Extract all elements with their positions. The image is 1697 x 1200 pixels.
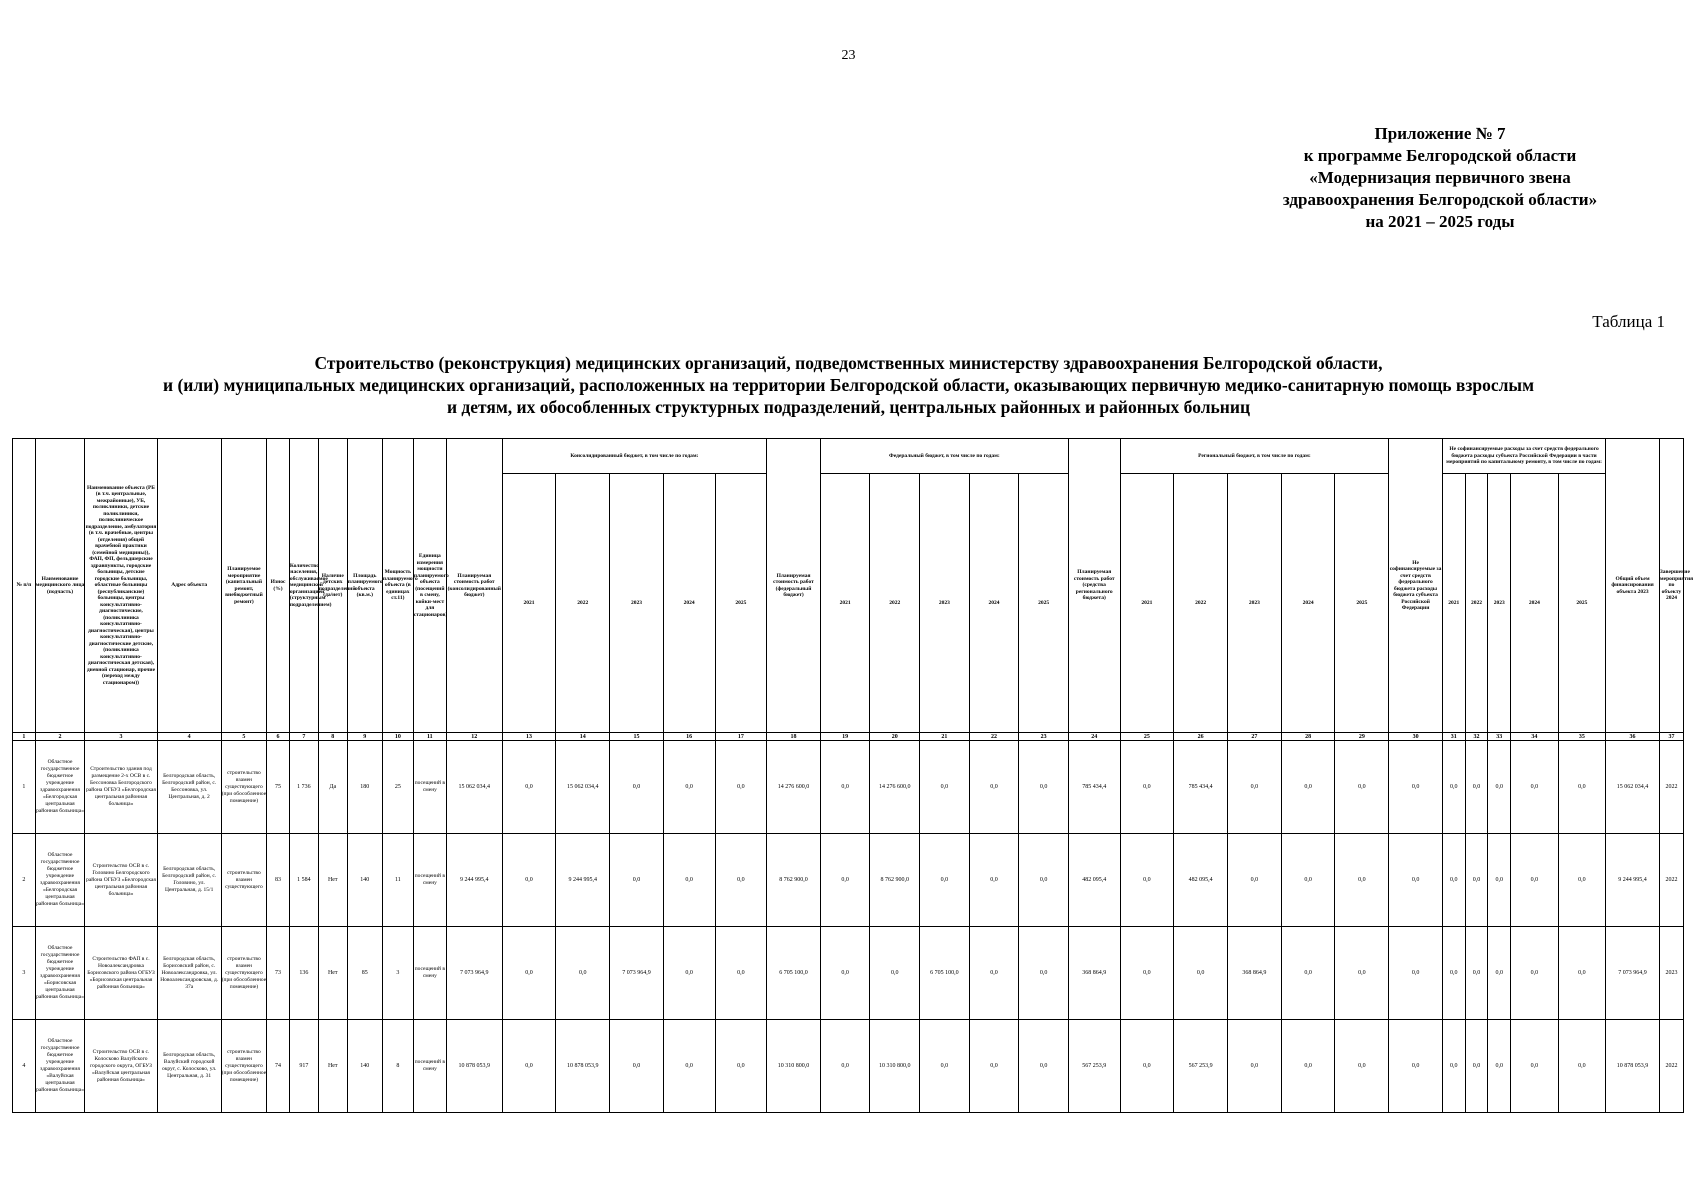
- year-header: 2024: [1511, 474, 1559, 733]
- cell-c23: 0,0: [1019, 927, 1069, 1020]
- column-number: 33: [1488, 733, 1511, 741]
- cell-org: Областное государственное бюджетное учреждение здравоохранения «Белгородская центральная районная больница»: [35, 741, 85, 834]
- cell-c12: 9 244 995,4: [446, 834, 502, 927]
- column-number: 15: [610, 733, 664, 741]
- column-number: 19: [820, 733, 870, 741]
- cell-c24: 368 864,9: [1068, 927, 1120, 1020]
- cell-c20: 0,0: [870, 927, 920, 1020]
- cell-c18: 14 276 600,0: [767, 741, 821, 834]
- header-c1: № п/п: [13, 439, 36, 733]
- cell-measure: строительство взамен существующего (при обособленное помещение): [221, 1020, 266, 1113]
- column-number: 17: [715, 733, 767, 741]
- year-header: 2021: [1442, 474, 1465, 733]
- year-header: 2022: [556, 474, 610, 733]
- header-c6: Износ (%): [267, 439, 290, 733]
- cell-c34: 0,0: [1511, 741, 1559, 834]
- header-c30: Не софинансируемые за счет средств федерального бюджета расходы бюджета субъекта Российской Федерации: [1389, 439, 1443, 733]
- data-table: [12, 438, 1694, 1113]
- cell-c31: 0,0: [1442, 927, 1465, 1020]
- cell-c37: 2022: [1659, 1020, 1683, 1113]
- cell-c18: 10 310 800,0: [767, 1020, 821, 1113]
- cell-c15: 0,0: [610, 1020, 664, 1113]
- cell-address: Белгородская область, Белгородский район, с. Бессоновка, ул. Центральная, д. 2: [157, 741, 221, 834]
- cell-c23: 0,0: [1019, 834, 1069, 927]
- column-number: 29: [1335, 733, 1389, 741]
- cell-num: 2: [13, 834, 36, 927]
- appendix-line: Приложение № 7: [1374, 124, 1506, 143]
- cell-num: 4: [13, 1020, 36, 1113]
- cell-c17: 0,0: [715, 1020, 767, 1113]
- column-number: 8: [318, 733, 347, 741]
- header-c2: Наименование медицинского лица (подчасть): [35, 439, 85, 733]
- cell-c28: 0,0: [1281, 741, 1335, 834]
- cell-c22: 0,0: [969, 1020, 1019, 1113]
- cell-c35: 0,0: [1558, 834, 1606, 927]
- cell-c25: 0,0: [1120, 1020, 1174, 1113]
- cell-c19: 0,0: [820, 1020, 870, 1113]
- column-number: 12: [446, 733, 502, 741]
- cell-kids: Нет: [318, 927, 347, 1020]
- column-number: 23: [1019, 733, 1069, 741]
- cell-wear: 83: [267, 834, 290, 927]
- cell-c21: 0,0: [920, 834, 970, 927]
- cell-c26: 0,0: [1174, 927, 1228, 1020]
- header-c9: Площадь планируемого объекта (кв.м.): [347, 439, 382, 733]
- cell-c22: 0,0: [969, 834, 1019, 927]
- cell-c29: 0,0: [1335, 741, 1389, 834]
- cell-c34: 0,0: [1511, 1020, 1559, 1113]
- cell-c28: 0,0: [1281, 834, 1335, 927]
- cell-address: Белгородская область, Белгородский район, с. Головино, ул. Центральная, д. 15/1: [157, 834, 221, 927]
- column-number: 25: [1120, 733, 1174, 741]
- cell-c19: 0,0: [820, 927, 870, 1020]
- document-title: [50, 352, 1647, 418]
- cell-object: Строительство ОСВ в с. Головино Белгородского района ОГБУЗ «Белгородская центральная районная больница»: [85, 834, 157, 927]
- column-number: 14: [556, 733, 610, 741]
- cell-wear: 73: [267, 927, 290, 1020]
- cell-address: Белгородская область, Борисовский район, с. Новоалександровка, ул. Новоалександровская, д. 37а: [157, 927, 221, 1020]
- cell-c19: 0,0: [820, 834, 870, 927]
- cell-c12: 15 062 034,4: [446, 741, 502, 834]
- cell-c17: 0,0: [715, 741, 767, 834]
- table-row: [13, 741, 1684, 834]
- year-header: 2021: [820, 474, 870, 733]
- column-number: 32: [1465, 733, 1488, 741]
- page-number: 23: [841, 48, 856, 63]
- header-group-regional: Региональный бюджет, в том числе по годам:: [1120, 439, 1389, 474]
- year-header: 2022: [870, 474, 920, 733]
- cell-c24: 482 095,4: [1068, 834, 1120, 927]
- header-group-consolidated: Консолидированный бюджет, в том числе по годам:: [502, 439, 766, 474]
- column-number: 28: [1281, 733, 1335, 741]
- cell-c28: 0,0: [1281, 1020, 1335, 1113]
- cell-c16: 0,0: [663, 927, 715, 1020]
- year-header: 2023: [1228, 474, 1282, 733]
- cell-object: Строительство здания под размещение 2-х ОСВ в с. Бессоновка Белгородского района ОГБУЗ «Белгородская центральная районная больница»: [85, 741, 157, 834]
- cell-area: 140: [347, 834, 382, 927]
- cell-c17: 0,0: [715, 834, 767, 927]
- appendix-heading: [1240, 123, 1640, 233]
- column-number: 1: [13, 733, 36, 741]
- cell-c13: 0,0: [502, 927, 556, 1020]
- cell-kids: Нет: [318, 834, 347, 927]
- year-header: 2022: [1174, 474, 1228, 733]
- cell-c13: 0,0: [502, 741, 556, 834]
- cell-c35: 0,0: [1558, 927, 1606, 1020]
- cell-c14: 10 878 053,9: [556, 1020, 610, 1113]
- cell-c33: 0,0: [1488, 741, 1511, 834]
- cell-measure: строительство взамен существующего: [221, 834, 266, 927]
- table-row: [13, 834, 1684, 927]
- cell-capacity: 8: [382, 1020, 413, 1113]
- column-number: 5: [221, 733, 266, 741]
- cell-c36: 10 878 053,9: [1606, 1020, 1660, 1113]
- cell-c17: 0,0: [715, 927, 767, 1020]
- table-label: Таблица 1: [1592, 312, 1665, 331]
- cell-c12: 7 073 964,9: [446, 927, 502, 1020]
- column-number: 31: [1442, 733, 1465, 741]
- column-number: 37: [1659, 733, 1683, 741]
- cell-kids: Нет: [318, 1020, 347, 1113]
- year-header: 2025: [715, 474, 767, 733]
- column-number: 10: [382, 733, 413, 741]
- cell-c36: 7 073 964,9: [1606, 927, 1660, 1020]
- cell-c37: 2023: [1659, 927, 1683, 1020]
- header-c12: Планируемая стоимость работ (консолидированный бюджет): [446, 439, 502, 733]
- cell-address: Белгородская область, Валуйский городской округ, с. Колосково, ул. Центральная, д. 31: [157, 1020, 221, 1113]
- cell-population: 136: [289, 927, 318, 1020]
- cell-unit: посещений в смену: [413, 927, 446, 1020]
- header-c24: Планируемая стоимость работ (средства регионального бюджета): [1068, 439, 1120, 733]
- header-c36: Общий объем финансирования объекта 2023: [1606, 439, 1660, 733]
- column-number: 16: [663, 733, 715, 741]
- cell-c33: 0,0: [1488, 927, 1511, 1020]
- cell-c29: 0,0: [1335, 1020, 1389, 1113]
- header-c4: Адрес объекта: [157, 439, 221, 733]
- appendix-line: к программе Белгородской области: [1303, 146, 1577, 165]
- column-number: 34: [1511, 733, 1559, 741]
- cell-c30: 0,0: [1389, 927, 1443, 1020]
- cell-c15: 7 073 964,9: [610, 927, 664, 1020]
- cell-c21: 0,0: [920, 741, 970, 834]
- header-c3: Наименование объекта (РБ (в т.ч. центральные, межрайонные), УБ, поликлиники, детские поликлиники, поликлиническое подразделение, амбулатория (в т.ч. врачебные, центры (отделения) общей врачебной практики (семейной медицины)), ФАП, ФП, фельдшерские здравпункты, городские больницы, детские городские больницы, областные больницы (республиканские) больницы, центры консультативно-диагностические, (поликлиника консультативно-диагностическая), центры консультативно-диагностические детские, (поликлиника консультативно-диагностическая детская), дневной стационар, прочие (переход между стационаром)): [85, 439, 157, 733]
- cell-c22: 0,0: [969, 741, 1019, 834]
- column-number: 2: [35, 733, 85, 741]
- header-c11: Единица измерения мощности планируемого объекта (посещений в смену, койки-мест для стационаров): [413, 439, 446, 733]
- cell-c32: 0,0: [1465, 741, 1488, 834]
- cell-population: 1 584: [289, 834, 318, 927]
- column-number: 18: [767, 733, 821, 741]
- title-line: и (или) муниципальных медицинских организаций, расположенных на территории Белгородской области, оказывающих первичную медико-санитарную помощь взрослым: [162, 375, 1534, 395]
- cell-c16: 0,0: [663, 834, 715, 927]
- column-number: 4: [157, 733, 221, 741]
- cell-c32: 0,0: [1465, 834, 1488, 927]
- cell-c35: 0,0: [1558, 741, 1606, 834]
- cell-c30: 0,0: [1389, 834, 1443, 927]
- construction-table: [12, 438, 1694, 1113]
- cell-c18: 8 762 900,0: [767, 834, 821, 927]
- cell-c25: 0,0: [1120, 741, 1174, 834]
- cell-c28: 0,0: [1281, 927, 1335, 1020]
- cell-measure: строительство взамен существующего (при обособленное помещение): [221, 927, 266, 1020]
- column-number: 20: [870, 733, 920, 741]
- header-c18: Планируемая стоимость работ (федеральный бюджет): [767, 439, 821, 733]
- cell-c34: 0,0: [1511, 927, 1559, 1020]
- cell-c31: 0,0: [1442, 1020, 1465, 1113]
- cell-wear: 74: [267, 1020, 290, 1113]
- column-number: 22: [969, 733, 1019, 741]
- year-header: 2021: [502, 474, 556, 733]
- column-number: 36: [1606, 733, 1660, 741]
- cell-unit: посещений в смену: [413, 741, 446, 834]
- cell-c21: 0,0: [920, 1020, 970, 1113]
- cell-org: Областное государственное бюджетное учреждение здравоохранения «Валуйская центральная районная больница»: [35, 1020, 85, 1113]
- year-header: 2025: [1558, 474, 1606, 733]
- column-number: 7: [289, 733, 318, 741]
- year-header: 2022: [1465, 474, 1488, 733]
- cell-c32: 0,0: [1465, 927, 1488, 1020]
- cell-c29: 0,0: [1335, 834, 1389, 927]
- cell-c25: 0,0: [1120, 927, 1174, 1020]
- cell-num: 3: [13, 927, 36, 1020]
- column-number-row: [13, 733, 1684, 741]
- cell-kids: Да: [318, 741, 347, 834]
- appendix-line: на 2021 – 2025 годы: [1365, 212, 1515, 231]
- column-number: 11: [413, 733, 446, 741]
- cell-c33: 0,0: [1488, 834, 1511, 927]
- year-header: 2023: [1488, 474, 1511, 733]
- cell-c15: 0,0: [610, 741, 664, 834]
- cell-c31: 0,0: [1442, 834, 1465, 927]
- column-number: 24: [1068, 733, 1120, 741]
- year-header: 2025: [1335, 474, 1389, 733]
- cell-c20: 10 310 800,0: [870, 1020, 920, 1113]
- cell-c16: 0,0: [663, 1020, 715, 1113]
- year-header: 2023: [920, 474, 970, 733]
- header-c10: Мощность планируемого объекта (в единицах ст.11): [382, 439, 413, 733]
- cell-capacity: 3: [382, 927, 413, 1020]
- cell-c23: 0,0: [1019, 1020, 1069, 1113]
- year-header: 2024: [1281, 474, 1335, 733]
- cell-c14: 15 062 034,4: [556, 741, 610, 834]
- cell-area: 180: [347, 741, 382, 834]
- cell-c27: 368 864,9: [1228, 927, 1282, 1020]
- cell-c35: 0,0: [1558, 1020, 1606, 1113]
- table-row: [13, 1020, 1684, 1113]
- cell-wear: 75: [267, 741, 290, 834]
- column-number: 9: [347, 733, 382, 741]
- cell-c24: 785 434,4: [1068, 741, 1120, 834]
- cell-c14: 9 244 995,4: [556, 834, 610, 927]
- cell-c30: 0,0: [1389, 741, 1443, 834]
- cell-object: Строительство ФАП в с. Новоалександровка Борисовского района ОГБУЗ «Борисовская центральная районная больница»: [85, 927, 157, 1020]
- cell-object: Строительство ОСВ в с. Колосково Валуйского городского округа, ОГБУЗ «Валуйская центральная районная больница»: [85, 1020, 157, 1113]
- cell-c16: 0,0: [663, 741, 715, 834]
- appendix-line: «Модернизация первичного звена: [1309, 168, 1571, 187]
- column-number: 30: [1389, 733, 1443, 741]
- cell-org: Областное государственное бюджетное учреждение здравоохранения «Борисовская центральная районная больница»: [35, 927, 85, 1020]
- cell-measure: строительство взамен существующего (при обособленное помещение): [221, 741, 266, 834]
- cell-capacity: 25: [382, 741, 413, 834]
- cell-c27: 0,0: [1228, 1020, 1282, 1113]
- appendix-line: здравоохранения Белгородской области»: [1282, 190, 1598, 209]
- cell-org: Областное государственное бюджетное учреждение здравоохранения «Белгородская центральная районная больница»: [35, 834, 85, 927]
- column-number: 21: [920, 733, 970, 741]
- cell-c36: 9 244 995,4: [1606, 834, 1660, 927]
- cell-c20: 14 276 600,0: [870, 741, 920, 834]
- cell-c27: 0,0: [1228, 741, 1282, 834]
- cell-unit: посещений в смену: [413, 1020, 446, 1113]
- cell-c34: 0,0: [1511, 834, 1559, 927]
- cell-c26: 567 253,9: [1174, 1020, 1228, 1113]
- year-header: 2021: [1120, 474, 1174, 733]
- cell-unit: посещений в смену: [413, 834, 446, 927]
- column-number: 26: [1174, 733, 1228, 741]
- header-row-groups: [13, 439, 1684, 474]
- cell-c18: 6 705 100,0: [767, 927, 821, 1020]
- cell-c25: 0,0: [1120, 834, 1174, 927]
- column-number: 35: [1558, 733, 1606, 741]
- cell-c13: 0,0: [502, 1020, 556, 1113]
- cell-c30: 0,0: [1389, 1020, 1443, 1113]
- table-row: [13, 927, 1684, 1020]
- cell-c31: 0,0: [1442, 741, 1465, 834]
- cell-population: 1 736: [289, 741, 318, 834]
- year-header: 2024: [663, 474, 715, 733]
- cell-c26: 482 095,4: [1174, 834, 1228, 927]
- cell-c37: 2022: [1659, 741, 1683, 834]
- cell-c19: 0,0: [820, 741, 870, 834]
- header-group-federal: Федеральный бюджет, в том числе по годам:: [820, 439, 1068, 474]
- cell-capacity: 11: [382, 834, 413, 927]
- cell-c21: 6 705 100,0: [920, 927, 970, 1020]
- column-number: 6: [267, 733, 290, 741]
- cell-c22: 0,0: [969, 927, 1019, 1020]
- header-c8: Наличие детских подразделений (да/нет): [318, 439, 347, 733]
- year-header: 2025: [1019, 474, 1069, 733]
- cell-c14: 0,0: [556, 927, 610, 1020]
- cell-c13: 0,0: [502, 834, 556, 927]
- cell-c26: 785 434,4: [1174, 741, 1228, 834]
- year-header: 2024: [969, 474, 1019, 733]
- title-line: Строительство (реконструкция) медицинских организаций, подведомственных министерству здравоохранения Белгородской области,: [314, 353, 1383, 373]
- title-line: и детям, их обособленных структурных подразделений, центральных районных и районных больниц: [446, 397, 1251, 417]
- column-number: 13: [502, 733, 556, 741]
- cell-num: 1: [13, 741, 36, 834]
- cell-c32: 0,0: [1465, 1020, 1488, 1113]
- cell-c20: 8 762 900,0: [870, 834, 920, 927]
- cell-c33: 0,0: [1488, 1020, 1511, 1113]
- year-header: 2023: [610, 474, 664, 733]
- cell-area: 85: [347, 927, 382, 1020]
- cell-population: 917: [289, 1020, 318, 1113]
- header-c7: Количество населения, обслуживаемое медицинской организацией (структурным подразделением): [289, 439, 318, 733]
- cell-c15: 0,0: [610, 834, 664, 927]
- cell-area: 140: [347, 1020, 382, 1113]
- header-group-nonco: Не софинансируемые расходы за счет средств федерального бюджета расходы субъекта Российской Федерации в части мероприятий по капитальному ремонту, в том числе по годам:: [1442, 439, 1605, 474]
- cell-c27: 0,0: [1228, 834, 1282, 927]
- column-number: 3: [85, 733, 157, 741]
- header-c5: Планируемое мероприятие (капитальный ремонт, внебюджетный ремонт): [221, 439, 266, 733]
- cell-c36: 15 062 034,4: [1606, 741, 1660, 834]
- cell-c23: 0,0: [1019, 741, 1069, 834]
- cell-c24: 567 253,9: [1068, 1020, 1120, 1113]
- table-body: [13, 733, 1684, 1113]
- cell-c37: 2022: [1659, 834, 1683, 927]
- cell-c29: 0,0: [1335, 927, 1389, 1020]
- header-c37: Завершение мероприятия по объекту 2024: [1659, 439, 1683, 733]
- cell-c12: 10 878 053,9: [446, 1020, 502, 1113]
- column-number: 27: [1228, 733, 1282, 741]
